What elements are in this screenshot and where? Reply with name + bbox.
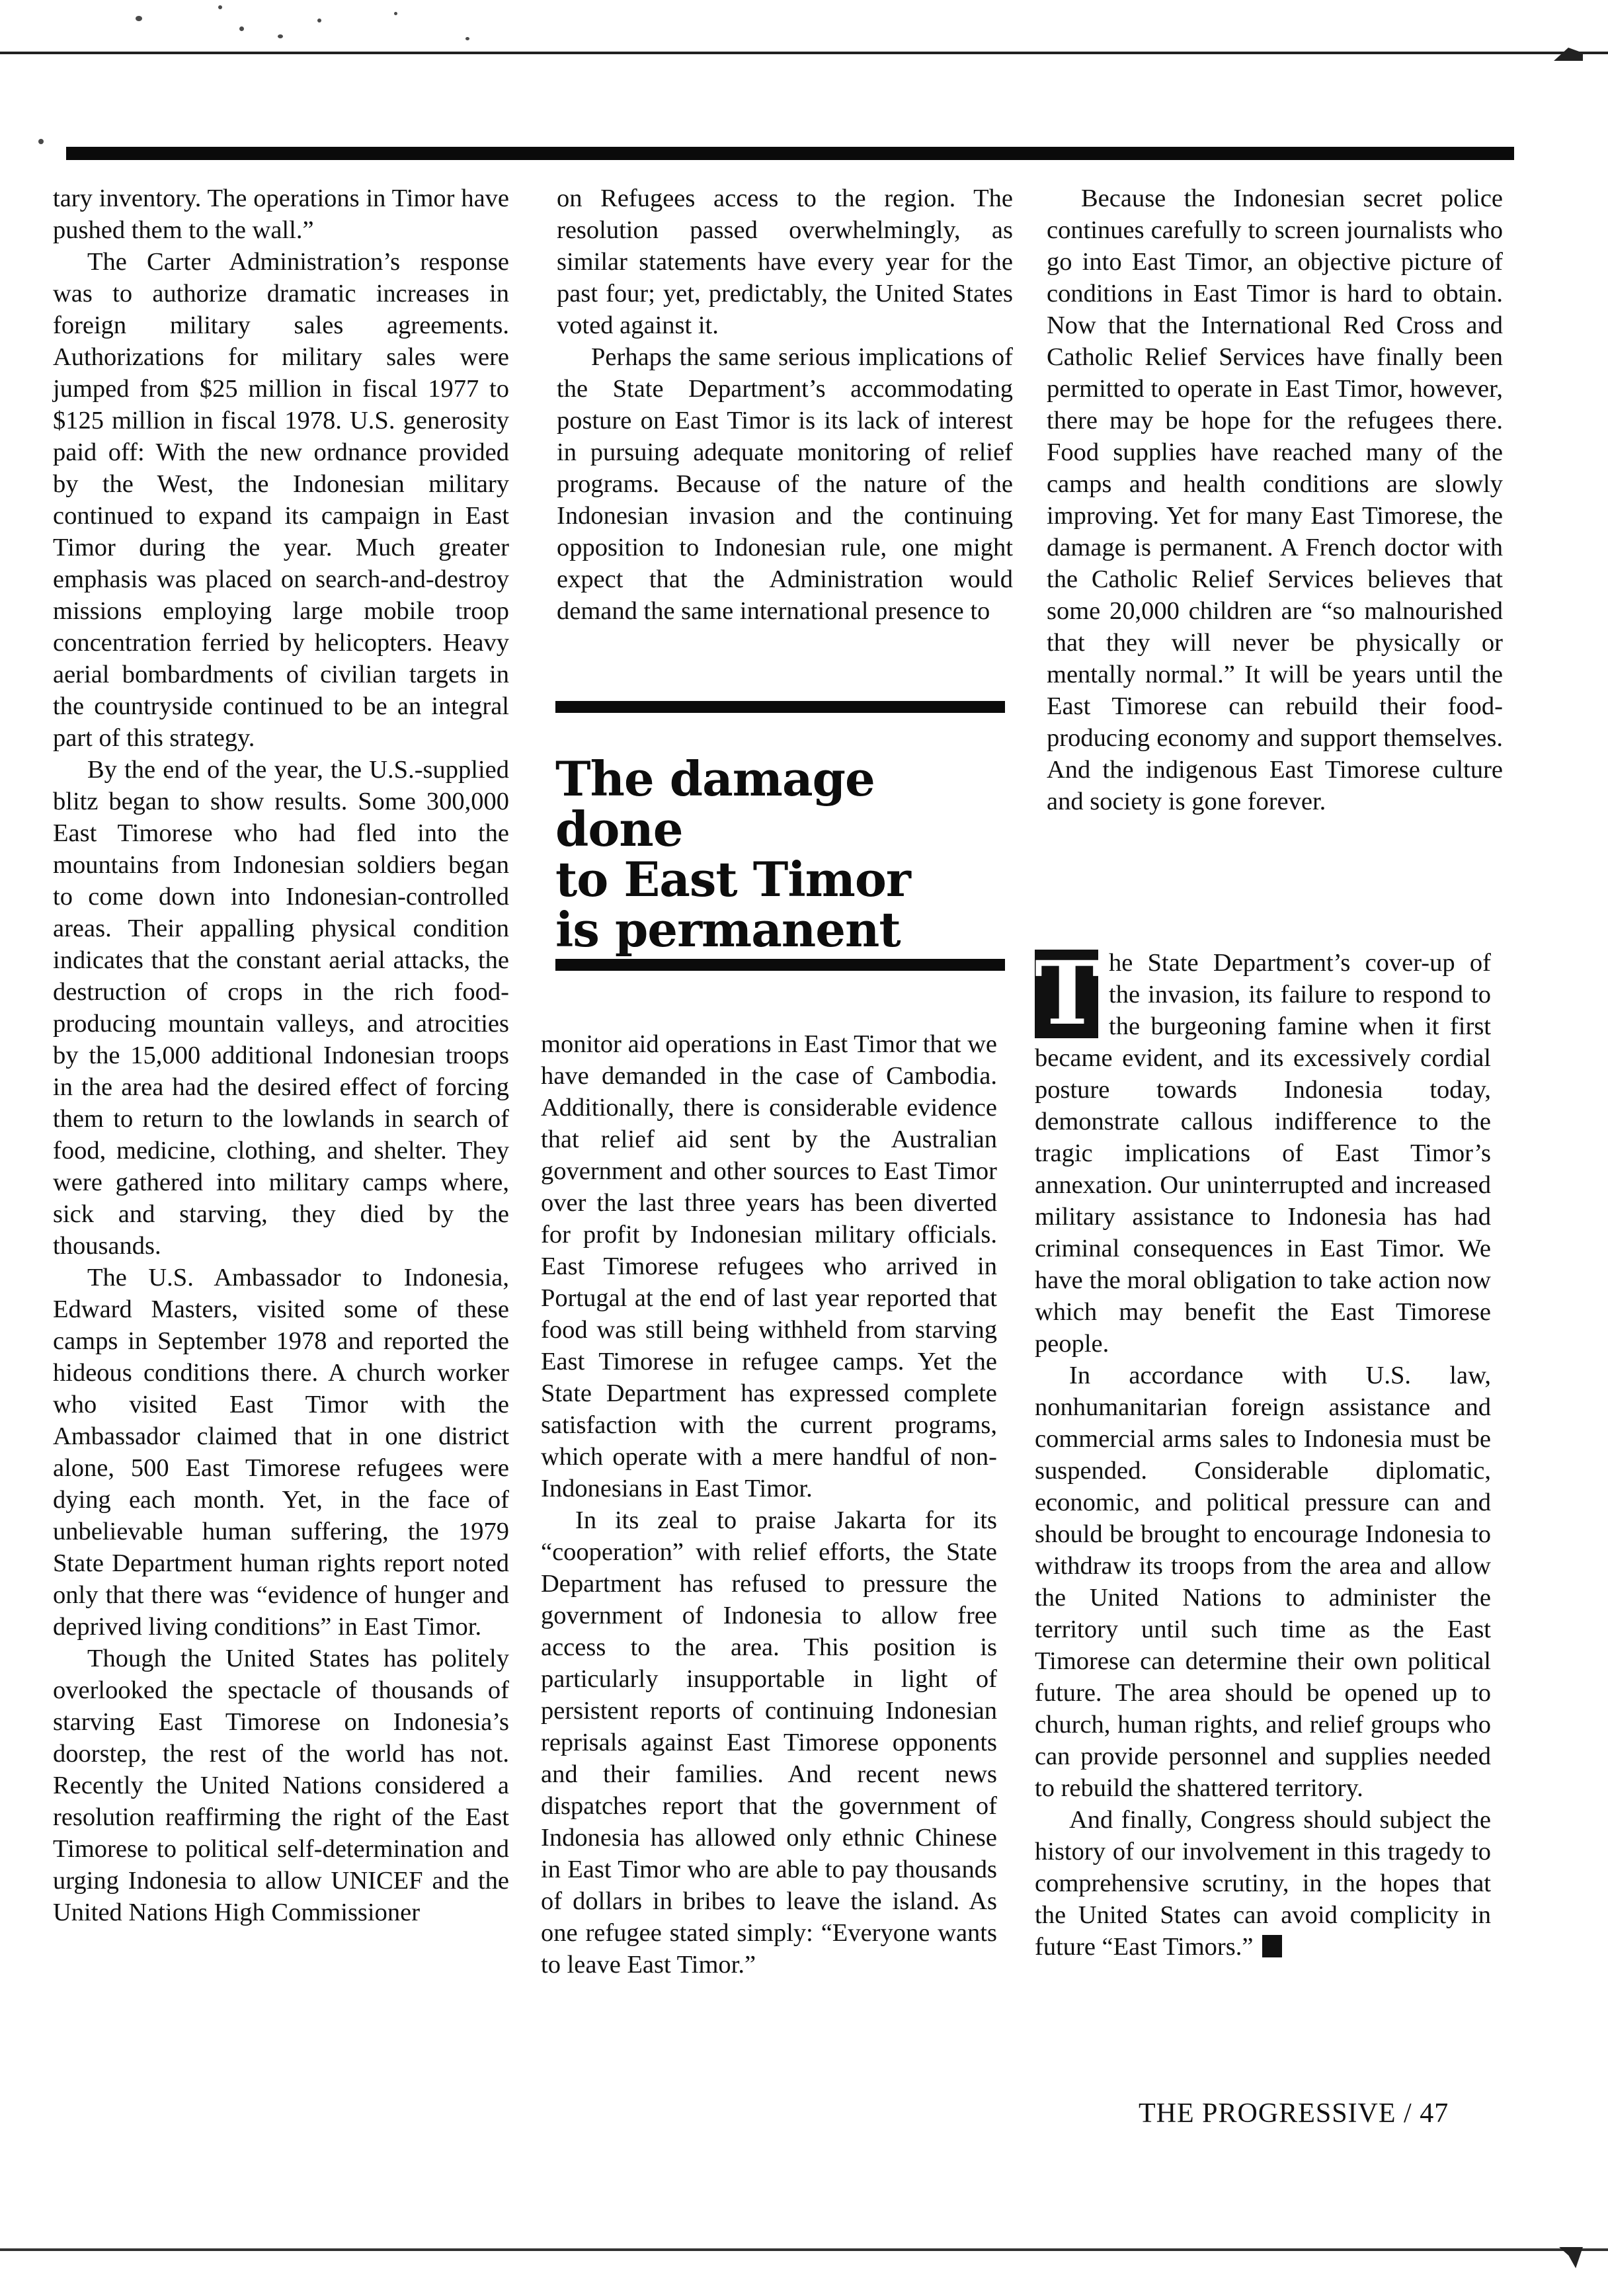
scan-speck [38, 139, 44, 144]
paragraph: In its zeal to praise Jakarta for its “cooperation” with relief efforts, the State Department has refused to pressure the government of Indonesia to allow free access to the area. This position is particularly insupportable in light of persistent reports of continuing Indonesian reprisals against East Timorese opponents and their families. And recent news dispatches report that the government of Indonesia has allowed only ethnic Chinese in East Timor who are able to pay thousands of dollars in bribes to leave the island. As one refugee stated simply: “Everyone wants to leave East Timor.” [541, 1506, 997, 1979]
paragraph: Because the Indonesian secret police continues carefully to screen journalists who go into East Timor, an objective picture of conditions in East Timor is hard to obtain. Now that the International Red Cross and Catholic Relief Services have finally been permitted to operate in East Timor, however, there may be hope for the refugees there. Food supplies have reached many of the camps and health conditions are slowly improving. Yet for many East Timorese, the damage is permanent. A French doctor with the Catholic Relief Services believes that some 20,000 children are “so malnourished that they will never be physically or mentally normal.” It will be years until the East Timorese can rebuild their food-producing economy and support themselves. And the indigenous East Timorese culture and society is gone forever. [1047, 184, 1503, 815]
scan-speck [278, 34, 283, 38]
scan-edge-line-bottom [0, 2248, 1608, 2251]
headline-line: is permanent [555, 901, 901, 958]
page-folio: THE PROGRESSIVE / 47 [1139, 2098, 1449, 2129]
scan-speck [136, 16, 142, 21]
section-top-rule [66, 147, 1514, 160]
headline-line: The damage done [555, 751, 875, 857]
scan-speck [465, 37, 469, 40]
paragraph: Perhaps the same serious implications of the State Department’s accommodating posture on East Timor is its lack of interest in pursuing adequate monitoring of relief programs. Because of the nature of the Indonesian invasion and the continuing opposition to Indonesian rule, one might expect that the Administration would demand the same international presence to [557, 343, 1013, 625]
scan-speck [218, 5, 222, 9]
paragraph: By the end of the year, the U.S.-supplied blitz began to show results. Some 300,000 East Timorese who had fled into the mountains from Indonesian soldiers began to come down into Indonesian-controlled areas. Their appalling physical condition indicates that the constant aerial attacks, the destruction of crops in the rich food-producing mountain valleys, and atrocities by the 15,000 additional Indonesian troops in the area had the desired effect of forcing them to return to the lowlands in search of food, medicine, clothing, and shelter. They were gathered into military camps where, sick and starving, they died by the thousands. [53, 756, 509, 1260]
paragraph-text: he State Department’s cover-up of the invasion, its failure to respond to the burgeoning famine when it first became evident, and its excessively cordial posture towards Indonesia today, demonstrate callous indifference to the tragic implications of East Timor’s annexation. Our uninterrupted and increased military assistance to Indonesia has had criminal consequences in East Timor. We have the moral obligation to take action now which may benefit the East Timorese people. [1035, 949, 1491, 1358]
paragraph: tary inventory. The operations in Timor have pushed them to the wall.” [53, 184, 509, 244]
paragraph-final [1035, 1804, 1491, 1963]
paragraph: on Refugees access to the region. The resolution passed overwhelmingly, as similar statements have every year for the past four; yet, predictably, the United States voted against it. [557, 184, 1013, 339]
pull-headline-block [555, 701, 1005, 985]
scan-edge-line-top [0, 52, 1608, 54]
headline-rule-bottom [555, 959, 1005, 971]
paragraph-with-dropcap [1035, 942, 1491, 1360]
paragraph: In accordance with U.S. law, nonhumanitarian foreign assistance and commercial arms sales to Indonesia must be suspended. Considerable diplomatic, economic, and political pressure can and should be brought to encourage Indonesia to withdraw its troops from the area and allow the United Nations to administer the territory until such time as the East Timorese can determine their own political future. The area should be opened up to church, human rights, and relief groups who can provide personnel and supplies needed to rebuild the shattered territory. [1035, 1362, 1491, 1802]
scan-speck [239, 26, 244, 31]
article-column-3-bottom [1035, 942, 1491, 1963]
article-column-2-bottom [541, 1028, 997, 1981]
pull-headline [555, 751, 1005, 958]
paragraph: monitor aid operations in East Timor that we have demanded in the case of Cambodia. Additionally, there is considerable evidence that relief aid sent by the Australian government and other sources to East Timor over the last three years has been diverted for profit by Indonesian military officials. East Timorese refugees who arrived in Portugal at the end of last year reported that food was still being withheld from starving East Timorese in refugee camps. Yet the State Department has expressed complete satisfaction with the current programs, which operate with a mere handful of non-Indonesians in East Timor. [541, 1030, 997, 1502]
article-column-1 [53, 183, 509, 1928]
scan-speck [317, 19, 321, 22]
end-of-article-mark [1262, 1935, 1282, 1957]
drop-cap-letter: T [1035, 942, 1100, 1045]
article-column-2-top [557, 183, 1013, 627]
headline-rule-top [555, 701, 1005, 713]
article-column-3-top [1047, 183, 1503, 817]
paragraph: The U.S. Ambassador to Indonesia, Edward Masters, visited some of these camps in September 1978 and reported the hideous conditions there. A church worker who visited East Timor with the Ambassador claimed that in one district alone, 500 East Timorese refugees were dying each month. Yet, in the face of unbelievable human suffering, the 1979 State Department human rights report noted only that there was “evidence of hunger and deprived living conditions” in East Timor. [53, 1264, 509, 1641]
paragraph-text: And finally, Congress should subject the history of our involvement in this tragedy to comprehensive scrutiny, in the hopes that the United States can avoid complicity in future “East Timors.” [1035, 1806, 1491, 1961]
drop-cap-block [1035, 942, 1100, 1045]
paragraph: The Carter Administration’s response was to authorize dramatic increases in foreign military sales agreements. Authorizations for military sales were jumped from $25 million in fiscal 1977 to $125 million in fiscal 1978. U.S. generosity paid off: With the new ordnance provided by the West, the Indonesian military continued to expand its campaign in East Timor during the year. Much greater emphasis was placed on search-and-destroy missions employing large mobile troop concentration ferried by helicopters. Heavy aerial bombardments of civilian targets in the countryside continued to be an integral part of this strategy. [53, 248, 509, 752]
paragraph: Though the United States has politely overlooked the spectacle of thousands of starving East Timorese on Indonesia’s doorstep, the rest of the world has not. Recently the United Nations considered a resolution reaffirming the right of the East Timorese to political self-determination and urging Indonesia to allow UNICEF and the United Nations High Commissioner [53, 1645, 509, 1926]
scan-speck [394, 12, 397, 15]
scan-corner-mark-top [1554, 48, 1583, 61]
headline-line: to East Timor [555, 851, 910, 907]
